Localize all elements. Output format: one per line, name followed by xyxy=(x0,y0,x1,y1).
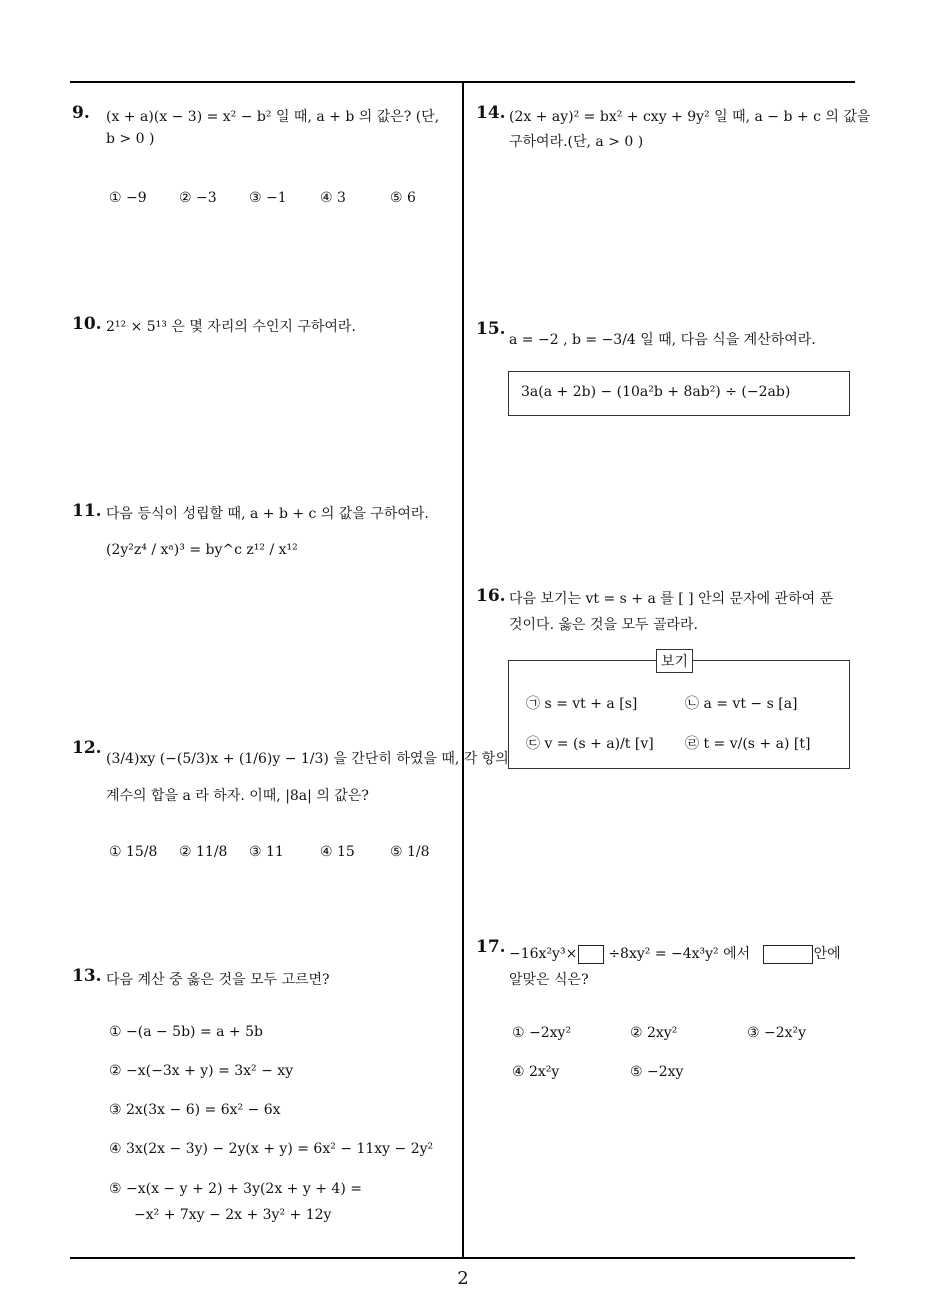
question-number: 15. xyxy=(476,319,506,339)
choice-5[interactable]: ⑤ 6 xyxy=(390,190,416,206)
question-text: 2¹² × 5¹³ 은 몇 자리의 수인지 구하여라. xyxy=(106,319,356,335)
question-text-line1: (2x + ay)² = bx² + cxy + 9y² 일 때, a − b + c 의 값을 xyxy=(509,109,871,125)
choice-5-continued: −x² + 7xy − 2x + 3y² + 12y xyxy=(134,1207,332,1223)
example-item-3: ㉢ v = (s + a)/t [v] xyxy=(526,736,654,752)
question-text: a = −2 , b = −3/4 일 때, 다음 식을 계산하여라. xyxy=(509,332,816,348)
choice-2[interactable]: ② −x(−3x + y) = 3x² − xy xyxy=(109,1063,294,1079)
expression-part2: ÷8xy² = −4x³y² 에서 xyxy=(608,946,751,962)
choice-1[interactable]: ① −2xy² xyxy=(512,1025,572,1041)
choice-1[interactable]: ① 15/8 xyxy=(109,844,158,860)
blank-box-1[interactable] xyxy=(578,945,604,964)
question-text-line1 xyxy=(509,943,841,964)
column-divider xyxy=(462,81,464,1258)
choice-3[interactable]: ③ 2x(3x − 6) = 6x² − 6x xyxy=(109,1102,281,1118)
example-item-2: ㉡ a = vt − s [a] xyxy=(685,696,798,712)
choice-5[interactable]: ⑤ 1/8 xyxy=(390,844,430,860)
question-text-line2: 구하여라.(단, a > 0 ) xyxy=(509,134,644,150)
example-box-label: 보기 xyxy=(656,649,693,673)
question-text: 다음 계산 중 옳은 것을 모두 고르면? xyxy=(106,972,330,988)
question-number: 10. xyxy=(72,314,102,334)
choice-5[interactable]: ⑤ −2xy xyxy=(630,1064,684,1080)
choice-4[interactable]: ④ 2x²y xyxy=(512,1064,560,1080)
question-text-line1: (x + a)(x − 3) = x² − b² 일 때, a + b 의 값은? (단, xyxy=(106,109,440,125)
choice-1[interactable]: ① −9 xyxy=(109,190,147,206)
choice-4[interactable]: ④ 15 xyxy=(320,844,355,860)
choice-4[interactable]: ④ 3 xyxy=(320,190,346,206)
question-number: 9. xyxy=(72,103,90,123)
choice-2[interactable]: ② 11/8 xyxy=(179,844,228,860)
question-number: 11. xyxy=(72,501,102,521)
choice-2[interactable]: ② −3 xyxy=(179,190,217,206)
expression-box xyxy=(508,371,850,416)
example-box xyxy=(508,660,850,769)
expression-part1: −16x²y³× xyxy=(509,946,578,962)
question-number: 13. xyxy=(72,966,102,986)
page-number: 2 xyxy=(457,1268,469,1289)
expression-part3: 안에 xyxy=(813,946,841,962)
question-number: 16. xyxy=(476,586,506,606)
question-text: 다음 등식이 성립할 때, a + b + c 의 값을 구하여라. xyxy=(106,506,429,522)
equation: (2y²z⁴ / xᵃ)³ = by^c z¹² / x¹² xyxy=(106,542,298,558)
choice-3[interactable]: ③ −2x²y xyxy=(747,1025,807,1041)
question-text-line2: 알맞은 식은? xyxy=(509,972,589,988)
choice-3[interactable]: ③ 11 xyxy=(249,844,284,860)
expression: 3a(a + 2b) − (10a²b + 8ab²) ÷ (−2ab) xyxy=(521,384,791,400)
question-number: 12. xyxy=(72,738,102,758)
bottom-rule xyxy=(70,1257,855,1259)
question-number: 14. xyxy=(476,103,506,123)
question-text-line1: (3/4)xy (−(5/3)x + (1/6)y − 1/3) 을 간단히 하였을 때, 각 항의 xyxy=(106,751,509,767)
question-text-line1: 다음 보기는 vt = s + a 를 [ ] 안의 문자에 관하여 푼 xyxy=(509,591,834,607)
choice-1[interactable]: ① −(a − 5b) = a + 5b xyxy=(109,1024,263,1040)
choice-2[interactable]: ② 2xy² xyxy=(630,1025,678,1041)
example-item-4: ㉣ t = v/(s + a) [t] xyxy=(685,736,811,752)
question-text-line2: 계수의 합을 a 라 하자. 이때, |8a| 의 값은? xyxy=(106,788,369,804)
example-item-1: ㉠ s = vt + a [s] xyxy=(526,696,638,712)
blank-box-2[interactable] xyxy=(763,945,813,964)
question-text-line2: 것이다. 옳은 것을 모두 골라라. xyxy=(509,617,698,633)
choice-3[interactable]: ③ −1 xyxy=(249,190,287,206)
choice-4[interactable]: ④ 3x(2x − 3y) − 2y(x + y) = 6x² − 11xy − 2y² xyxy=(109,1141,434,1157)
question-text-line2: b > 0 ) xyxy=(106,131,155,147)
choice-5[interactable]: ⑤ −x(x − y + 2) + 3y(2x + y + 4) = xyxy=(109,1181,362,1197)
question-number: 17. xyxy=(476,937,506,957)
